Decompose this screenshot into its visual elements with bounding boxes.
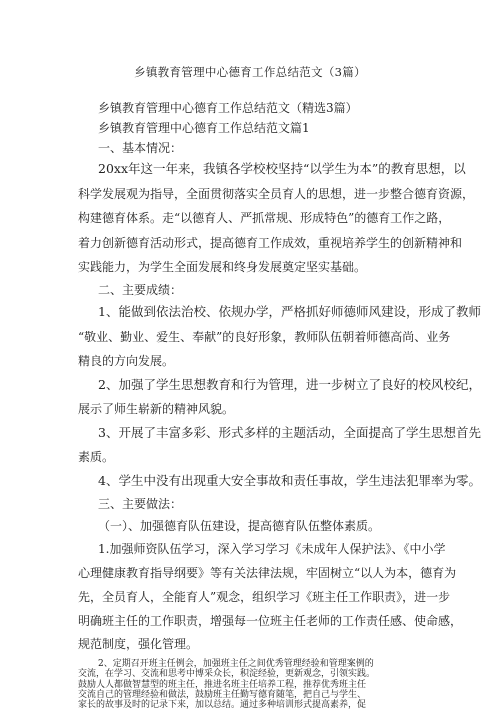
paragraph-line: 交流，在学习、交流和思考中博采众长，积淀经验，更新观念，引领实践。 [78,669,376,679]
paragraph-line: “敬业、勤业、爱生、奉献”的良好形象，教师队伍朝着师德高尚、业务 [78,330,451,344]
paragraph-line: 实践能力，为学生全面发展和终身发展奠定坚实基础。 [78,260,367,274]
paragraph-line: 1、能做到依法治校、依规办学，严格抓好师德师风建设，形成了教师 [98,304,481,319]
paragraph-line: 科学发展观为指导，全面贯彻落实全员育人的思想，进一步整合德育资源， [78,187,475,201]
paragraph-line: 心理健康教育指导纲要》等有关法律法规，牢固树立“以人为本，德育为 [78,566,457,580]
paragraph-line: 家长的故事及时的记录下来，加以总结。通过多种培训形式提高素养，促 [78,700,367,710]
paragraph-line: 展示了师生崭新的精神风貌。 [78,402,235,416]
paragraph-line: 精良的方向发展。 [78,354,175,368]
paragraph-line: 先，全员育人，全能育人”观念，组织学习《班主任工作职责》，进一步 [78,590,451,604]
paragraph-line: 素质。 [78,450,115,464]
paragraph-line: 着力创新德育活动形式，提高德育工作成效，重视培养学生的创新精神和 [78,236,463,250]
subtitle-part1: 乡镇教育管理中心德育工作总结范文篇1 [98,121,310,135]
paragraph-line: 鼓励人人都做智慧型的班主任，推进名班主任培养工程，推荐优秀班主任 [78,680,367,690]
subtitle-selected: 乡镇教育管理中心德育工作总结范文（精选3篇） [98,101,358,115]
paragraph-line: 3、开展了丰富多彩、形式多样的主题活动，全面提高了学生思想首先 [98,425,481,440]
paragraph-line: 2、加强了学生思想教育和行为管理，进一步树立了良好的校风校纪， [98,377,481,392]
paragraph-line: 1.加强师资队伍学习，深入学习学习《未成年人保护法》、《中小学 [98,542,446,556]
section-heading-methods: 三、主要做法： [98,497,183,511]
document-title: 乡镇教育管理中心德育工作总结范文（3篇） [134,65,366,79]
paragraph-line: 2、定期召开班主任例会，加强班主任之间优秀管理经验和管理案例的 [98,659,374,669]
paragraph-line: 20xx年这一年来，我镇各学校校坚持“以学生为本”的教育思想，以 [98,161,466,176]
paragraph-line: 明确班主任的工作职责，增强每一位班主任老师的工作责任感、使命感， [78,614,463,628]
section-heading-results: 二、主要成绩： [98,283,183,297]
paragraph-line: 4、学生中没有出现重大安全事故和责任事故，学生违法犯罪率为零。 [98,473,481,488]
paragraph-line: 规范制度，强化管理。 [78,637,199,651]
section-heading-basic: 一、基本情况： [98,141,183,155]
paragraph-line: 交流自己的管理经验和做法，鼓励班主任勤写德育随笔，把自己与学生、 [78,690,367,700]
paragraph-line: 构建德育体系。走“以德育人、严抓常规、形成特色”的德育工作之路， [78,211,451,225]
subsection-heading: （一）、加强德育队伍建设，提高德育队伍整体素质。 [98,519,381,533]
